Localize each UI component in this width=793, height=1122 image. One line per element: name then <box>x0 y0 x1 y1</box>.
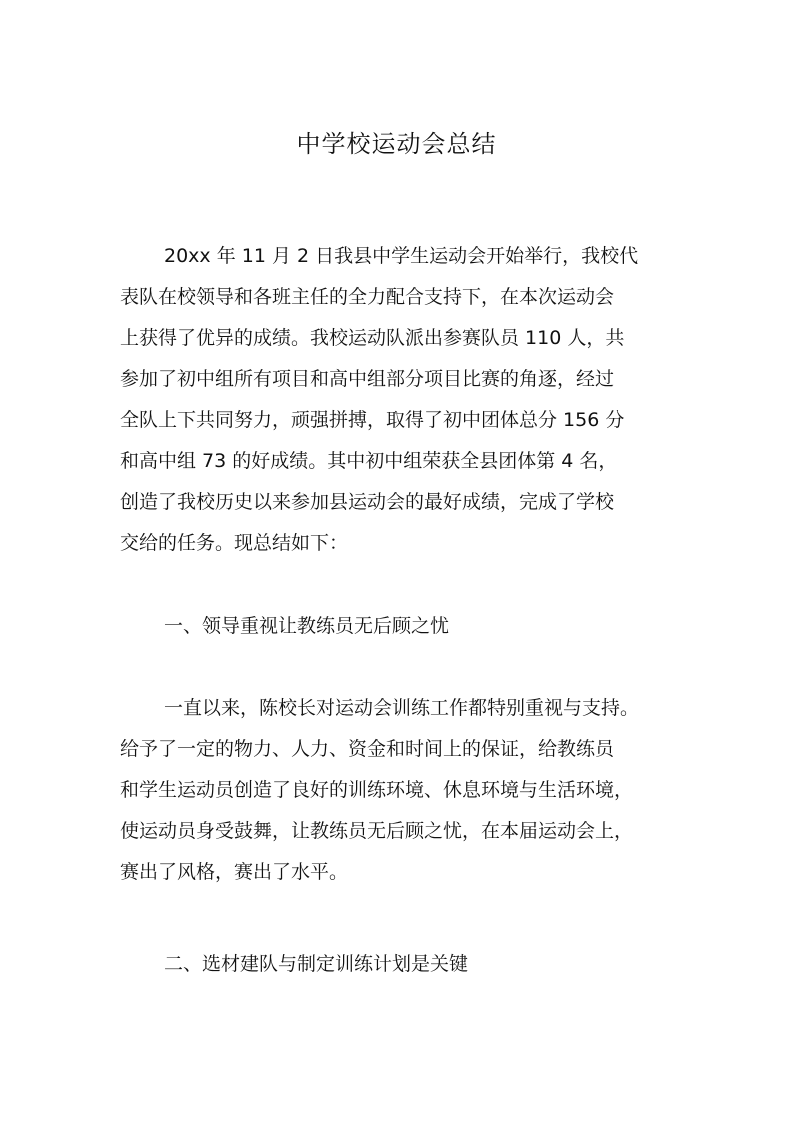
document-title: 中学校运动会总结 <box>296 130 497 158</box>
section-heading-text: 二、选材建队与制定训练计划是关键 <box>164 953 469 975</box>
paragraph-line: 创造了我校历史以来参加县运动会的最好成绩，完成了学校 <box>120 491 615 513</box>
paragraph-line: 一直以来，陈校长对运动会训练工作都特别重视与支持。 <box>164 697 640 719</box>
section-heading-2 <box>120 944 680 985</box>
paragraph-line: 赛出了风格，赛出了水平。 <box>120 861 349 883</box>
paragraph-line: 和学生运动员创造了良好的训练环境、休息环境与生活环境， <box>120 779 634 801</box>
paragraph-line: 上获得了优异的成绩。我校运动队派出参赛队员 110 人，共 <box>120 327 625 349</box>
intro-paragraph <box>120 236 680 564</box>
paragraph-line: 全队上下共同努力，顽强拼搏，取得了初中团体总分 156 分 <box>120 409 625 431</box>
section-1-paragraph <box>120 688 680 893</box>
section-heading-1 <box>120 606 680 647</box>
paragraph-line: 和高中组 73 的好成绩。其中初中组荣获全县团体第 4 名， <box>120 450 618 472</box>
paragraph-line: 交给的任务。现总结如下： <box>120 532 349 554</box>
paragraph-line: 参加了初中组所有项目和高中组部分项目比赛的角逐，经过 <box>120 368 615 390</box>
paragraph-line: 表队在校领导和各班主任的全力配合支持下，在本次运动会 <box>120 286 615 308</box>
section-heading-text: 一、领导重视让教练员无后顾之忧 <box>164 615 450 637</box>
paragraph-line: 20xx 年 11 月 2 日我县中学生运动会开始举行，我校代 <box>164 245 639 267</box>
paragraph-line: 给予了一定的物力、人力、资金和时间上的保证，给教练员 <box>120 738 615 760</box>
paragraph-line: 使运动员身受鼓舞，让教练员无后顾之忧，在本届运动会上， <box>120 820 634 842</box>
